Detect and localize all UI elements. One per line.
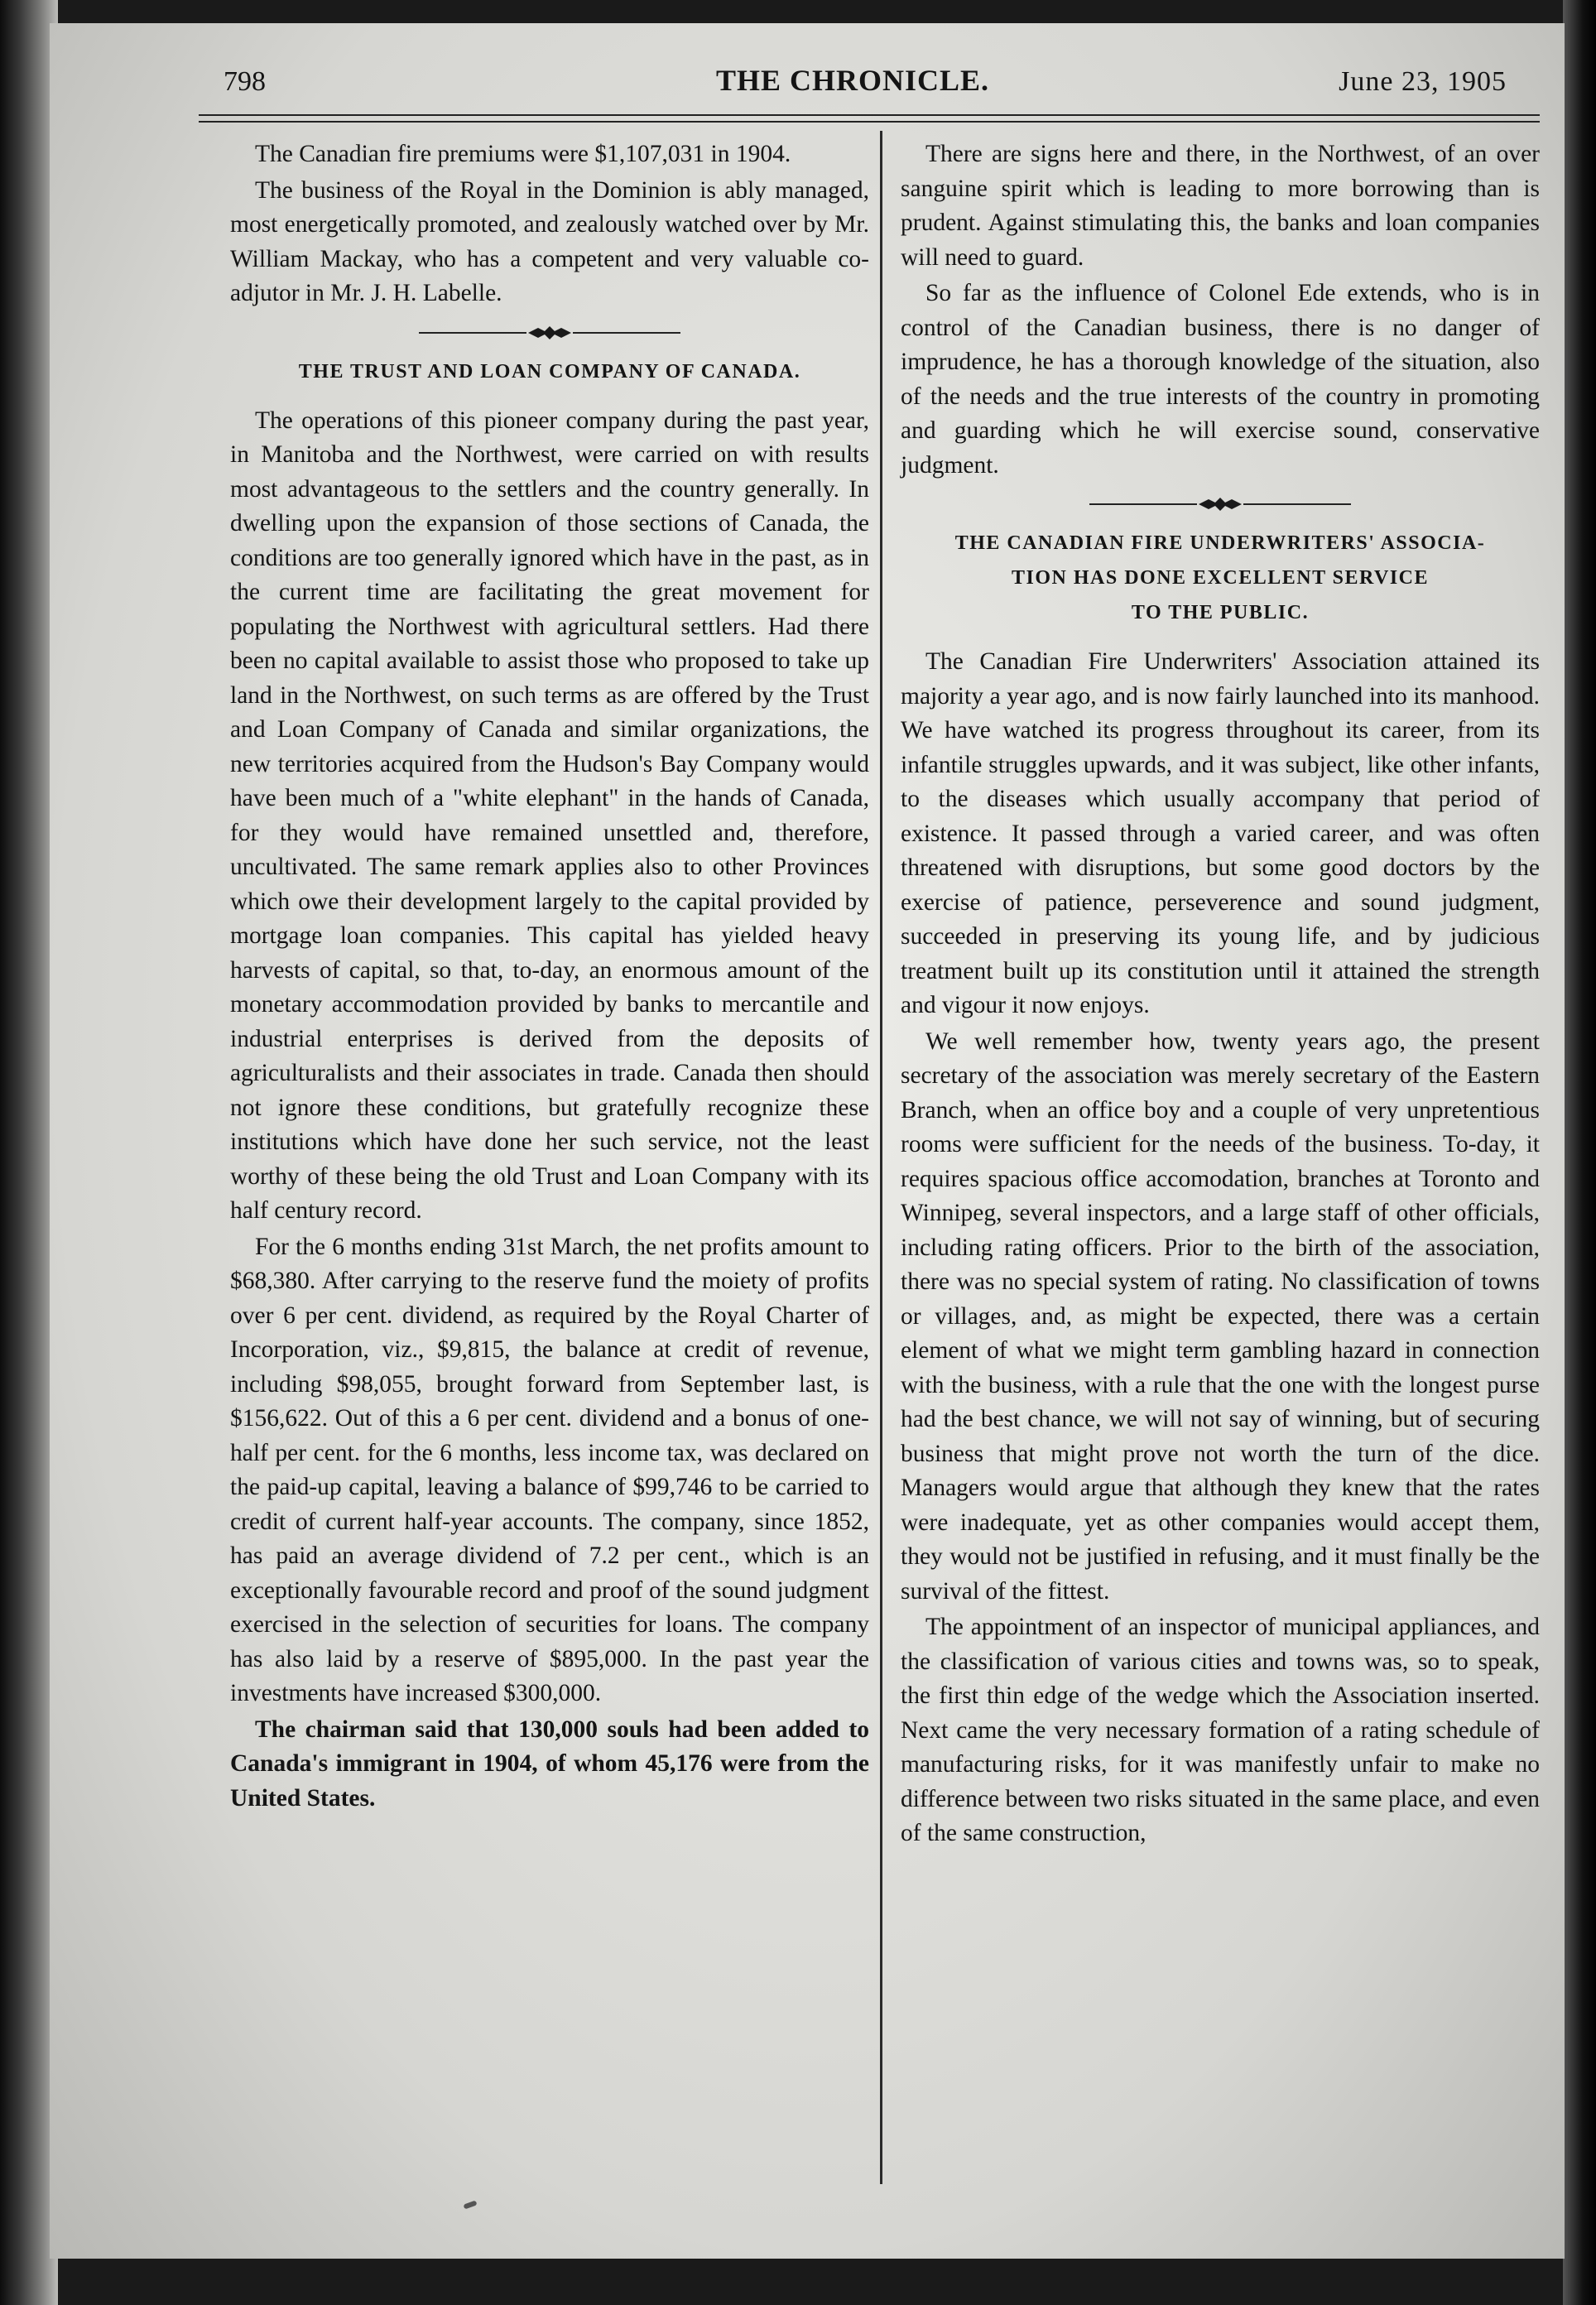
paragraph: We well remember how, twenty years ago, the present secretary of the association was merely secretary of the Eastern Branch, when an office boy and a couple of very unpretentious rooms were sufficient for the needs of the business. To-day, it requires spacious office accomodation, branches at Toronto and Winnipeg, several inspectors, and a large staff of other officials, including rating officers. Prior to the birth of the association, there was no special system of rating. No classification of towns or villages, and, as might be expected, there was a certain element of what we might term gambling hazard in connection with the business, with a rule that the one with the longest purse had the best chance, we will not say of winning, but of securing business that might prove not worth the turn of the dice. Managers would argue that although they knew that the rates were inadequate, yet as other companies would accept them, they would not be justified in refusing, and it must finally be the survival of the fittest.: [901, 1027, 1540, 1605]
page-edge-shadow: [1563, 0, 1596, 2305]
section-title-underwriters: [901, 526, 1540, 630]
page-header: [174, 60, 1531, 109]
diamond-ornament-icon: [525, 323, 574, 343]
ornament-divider: [230, 316, 869, 349]
ornament-divider: [901, 488, 1540, 521]
issue-date: June 23, 1905: [1339, 66, 1507, 97]
section-title-trust-loan: THE TRUST AND LOAN COMPANY OF CANADA.: [298, 360, 801, 383]
page-number: 798: [224, 66, 266, 97]
ornament-line: [419, 332, 526, 334]
paragraph: The Canadian fire premiums were $1,107,031 in 1904.: [255, 141, 791, 167]
right-column: [901, 137, 1540, 1853]
ornament-line: [1089, 503, 1197, 505]
publication-title: THE CHRONICLE.: [715, 64, 990, 97]
paragraph: So far as the influence of Colonel Ede extends, who is in control of the Canadian business, there is no danger of imprudence, he has a thorough knowledge of the situation, also of the needs and the true interests of the country in promoting and guarding which he will exercise sound, conservative judgment.: [901, 280, 1540, 479]
section-title-line: THE CANADIAN FIRE UNDERWRITERS' ASSOCIA-: [954, 532, 1486, 554]
paragraph: The Canadian Fire Underwriters' Association attained its majority a year ago, and is now fairly launched into its manhood. We have watched its progress throughout its career, from its infantile struggles upwards, and it was subject, like other infants, to the diseases which usually accompany that period of existence. It passed through a varied career, and was often threatened with disruptions, but some good doctors by the exercise of patience, perseverence and sound judgment, succeeded in preserving its young life, and by judicious treatment built up its constitution until it attained the strength and vigour it now enjoys.: [901, 648, 1540, 1018]
paragraph: The business of the Royal in the Dominion is ably managed, most energetically promoted, and zealously watched over by Mr. William Mackay, who has a competent and very valuable co-adjutor in Mr. J. H. Labelle.: [230, 176, 869, 306]
diamond-ornament-icon: [1195, 494, 1245, 514]
left-column: [230, 137, 869, 1817]
paragraph: The appointment of an inspector of municipal appliances, and the classification of various cities and towns was, so to speak, the first thin edge of the wedge which the Association inserted. Next came the very necessary formation of a rating schedule of manufacturing risks, for it was manifestly unfair to make no difference between two risks situated in the same place, and even of the same construction,: [901, 1614, 1540, 1846]
paragraph: The chairman said that 130,000 souls had been added to Canada's immigrant in 1904, of whom 45,176 were from the United States.: [230, 1716, 869, 1812]
column-divider: [880, 131, 882, 2184]
section-title-line: TION HAS DONE EXCELLENT SERVICE: [1012, 567, 1429, 589]
section-title-line: TO THE PUBLIC.: [1131, 602, 1310, 623]
paragraph: There are signs here and there, in the Northwest, of an over sanguine spirit which is leading to more borrowing than is prudent. Against stimulating this, the banks and loan companies will need to guard.: [901, 141, 1540, 271]
header-rule: [199, 114, 1540, 123]
paragraph: For the 6 months ending 31st March, the net profits amount to $68,380. After carrying to the reserve fund the moiety of profits over 6 per cent. dividend, as required by the Royal Charter of Incorporation, viz., $9,815, the balance at credit of revenue, including $98,055, brought forward from September last, is $156,622. Out of this a 6 per cent. dividend and a bonus of one-half per cent. for the 6 months, less income tax, was declared on the paid-up capital, leaving a balance of $99,746 to be carried to credit of current half-year accounts. The company, since 1852, has paid an average dividend of 7.2 per cent., which is an exceptionally favourable record and proof of the sound judgment exercised in the selection of securities for loans. The company has also laid by a reserve of $895,000. In the past year the investments have increased $300,000.: [230, 1233, 869, 1706]
paragraph: The operations of this pioneer company during the past year, in Manitoba and the Northwest, were carried on with results most advantageous to the settlers and the country generally. In dwelling upon the expansion of those sections of Canada, the conditions are too generally ignored which have in the past, as in the current time are facilitating the great movement for populating the Northwest with agricultural settlers. Had there been no capital available to assist those who proposed to take up land in the Northwest, on such terms as are offered by the Trust and Loan Company of Canada and similar organizations, the new territories acquired from the Hudson's Bay Company would have been much of a "white elephant" in the hands of Canada, for they would have remained unsettled and, therefore, uncultivated. The same remark applies also to other Provinces which owe their development largely to the capital provided by mortgage loan companies. This capital has yielded heavy harvests of capital, so that, to-day, an enormous amount of the monetary accommodation provided by banks to mercantile and industrial enterprises is derived from the deposits of agriculturalists and their associates in trade. Canada then should not ignore these conditions, but gratefully recognize these institutions which have done her such service, not the least worthy of these being the old Trust and Loan Company with its half century record.: [230, 407, 869, 1224]
ornament-line: [1243, 503, 1351, 505]
ornament-line: [573, 332, 680, 334]
